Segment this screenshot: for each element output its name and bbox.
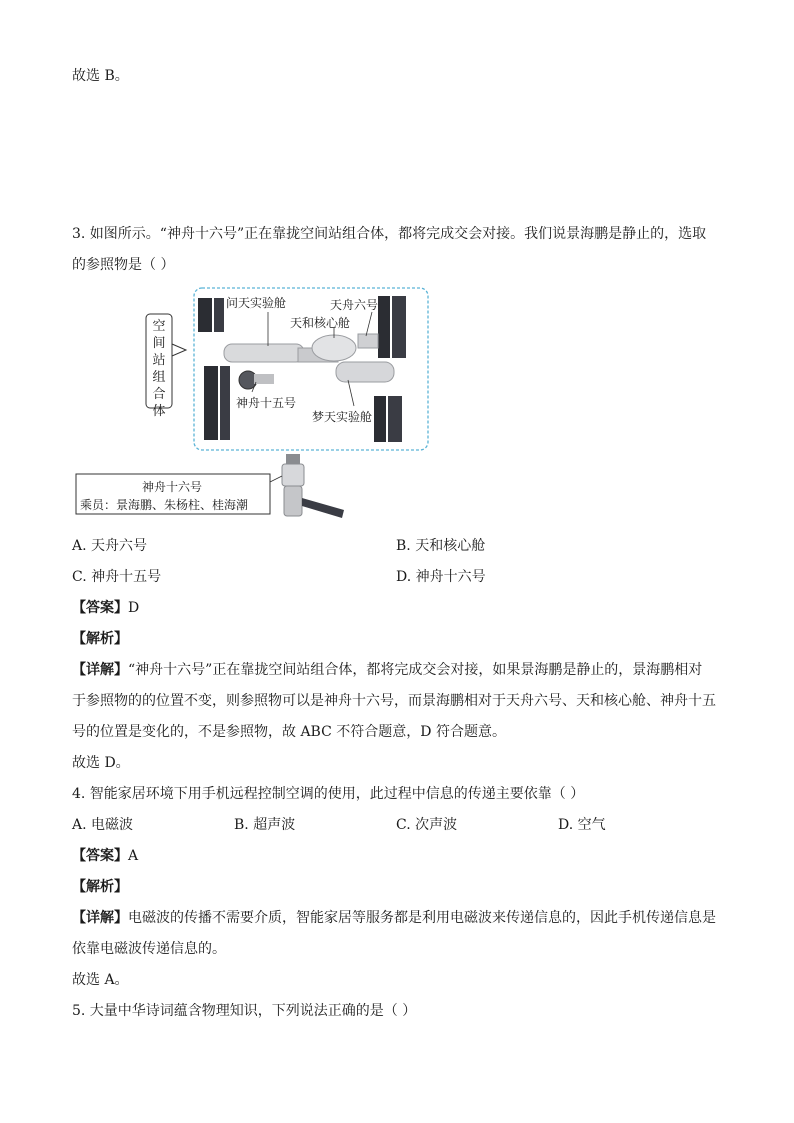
- solar-panel-left-bottom-2: [220, 366, 230, 440]
- sz16-solar-panel: [302, 498, 344, 518]
- solar-panel-right-top-2: [392, 296, 406, 358]
- shenzhou15-body: [254, 374, 274, 384]
- label-tianhe: 天和核心舱: [290, 316, 351, 330]
- label-wentian: 问天实验舱: [226, 296, 287, 310]
- solar-panel-left-top: [198, 298, 212, 332]
- q3-detail-line-3: 号的位置是变化的，不是参照物，故 ABC 不符合题意，D 符合题意。: [72, 724, 506, 740]
- q4-analysis-tag: 【解析】: [72, 879, 128, 895]
- q3-conclusion: 故选 D。: [72, 755, 130, 771]
- q3-answer-value: D: [128, 600, 140, 616]
- side-label: 空间站组合体: [152, 319, 166, 419]
- label-shenzhou15: 神舟十五号: [236, 396, 297, 410]
- q4-detail-line-1: [72, 908, 716, 928]
- q3-detail-tag: 【详解】: [72, 662, 128, 678]
- label-crew: 乘员：景海鹏、朱杨柱、桂海潮: [80, 498, 249, 512]
- label-tianzhou: 天舟六号: [330, 298, 379, 312]
- q4-option-c: C. 次声波: [396, 817, 458, 833]
- q4-option-a: A. 电磁波: [72, 817, 134, 833]
- solar-panel-right-top: [378, 296, 390, 358]
- q3-option-d: D. 神舟十六号: [396, 569, 486, 585]
- wentian-module: [224, 344, 304, 362]
- q4-answer-tag: 【答案】: [72, 848, 128, 864]
- solar-panel-right-bottom-2: [388, 396, 402, 442]
- q4-option-b: B. 超声波: [234, 817, 296, 833]
- space-station-figure: [72, 284, 432, 524]
- q3-detail-line-1: [72, 660, 702, 680]
- label-shenzhou16: 神舟十六号: [142, 480, 203, 494]
- q3-analysis-line: [72, 629, 128, 649]
- q3-detail-line-2: 于参照物的的位置不变，则参照物可以是神舟十六号，而景海鹏相对于天舟六号、天和核心舱、神舟十五: [72, 693, 716, 709]
- q4-detail-text-1: 电磁波的传播不需要介质，智能家居等服务都是利用电磁波来传递信息的，因此手机传递信息是: [128, 910, 716, 926]
- q3-option-c: C. 神舟十五号: [72, 569, 162, 585]
- mengtian-module: [336, 362, 394, 382]
- q3-answer-line: [72, 598, 139, 618]
- sz16-service-module: [284, 486, 302, 516]
- tianhe-module: [312, 335, 356, 361]
- sz16-orbital-module: [282, 464, 304, 486]
- q4-analysis-line: [72, 877, 128, 897]
- q4-option-d: D. 空气: [558, 817, 606, 833]
- solar-panel-right-bottom: [374, 396, 386, 442]
- q4-detail-line-2: 依靠电磁波传递信息的。: [72, 941, 226, 957]
- q4-conclusion: 故选 A。: [72, 972, 129, 988]
- q4-answer-line: [72, 846, 138, 866]
- q4-detail-tag: 【详解】: [72, 910, 128, 926]
- solar-panel-left-top-2: [214, 298, 224, 332]
- label-mengtian: 梦天实验舱: [312, 410, 373, 424]
- q3-analysis-tag: 【解析】: [72, 631, 128, 647]
- q3-answer-tag: 【答案】: [72, 600, 128, 616]
- side-label-pointer: [172, 344, 186, 356]
- q5-stem: 5. 大量中华诗词蕴含物理知识，下列说法正确的是（ ）: [72, 1003, 417, 1019]
- q3-stem-line-1: 3. 如图所示。“神舟十六号”正在靠拢空间站组合体，都将完成交会对接。我们说景海鹏是静止的，选取: [72, 226, 707, 242]
- q3-option-a: A. 天舟六号: [72, 538, 148, 554]
- q3-detail-text-1: “神舟十六号”正在靠拢空间站组合体，都将完成交会对接，如果景海鹏是静止的，景海鹏相对: [128, 662, 703, 678]
- q4-stem: 4. 智能家居环境下用手机远程控制空调的使用，此过程中信息的传递主要依靠（ ）: [72, 786, 585, 802]
- q4-answer-value: A: [128, 848, 139, 864]
- sz16-nose: [286, 454, 300, 464]
- q3-option-b: B. 天和核心舱: [396, 538, 486, 554]
- q3-stem-line-2: 的参照物是（ ）: [72, 257, 175, 273]
- solar-panel-left-bottom: [204, 366, 218, 440]
- tianzhou-module: [358, 334, 378, 348]
- previous-answer-line: 故选 B。: [72, 68, 129, 84]
